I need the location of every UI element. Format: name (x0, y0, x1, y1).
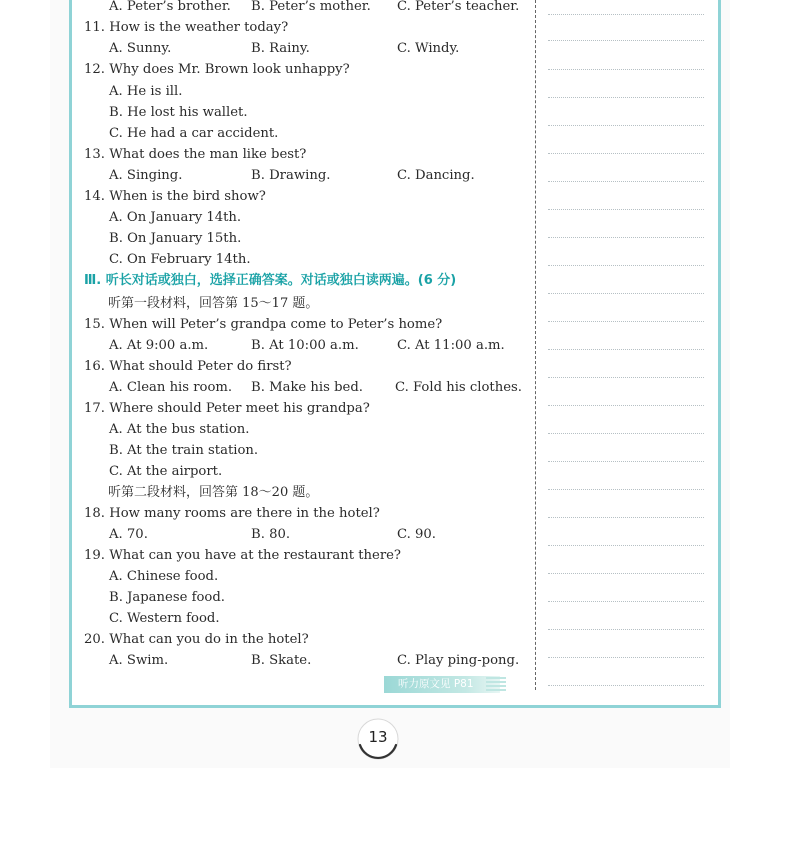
q12-option-b: B. He lost his wallet. (109, 105, 248, 120)
q10-option-b: B. Peter’s mother. (251, 0, 371, 14)
question-19 (84, 548, 401, 564)
question-number: 19. (84, 548, 105, 563)
question-18 (84, 506, 380, 522)
note-line (548, 321, 704, 322)
q13-option-c: C. Dancing. (397, 168, 475, 183)
note-line (548, 377, 704, 378)
note-line (548, 573, 704, 574)
note-line (548, 125, 704, 126)
page-number-badge (355, 717, 401, 763)
q14-option-a: A. On January 14th. (109, 210, 242, 225)
q16-option-b: B. Make his bed. (251, 380, 363, 395)
note-line (548, 40, 704, 41)
listening-script-reference: 听力原文见 P81 (384, 676, 500, 693)
q10-option-c: C. Peter’s teacher. (397, 0, 520, 14)
question-text: What can you do in the hotel? (109, 632, 309, 647)
question-number: 17. (84, 401, 105, 416)
question-14 (84, 189, 266, 205)
question-number: 14. (84, 189, 105, 204)
page-number: 13 (368, 728, 388, 746)
notes-column (548, 0, 708, 700)
question-number: 18. (84, 506, 105, 521)
q17-option-b: B. At the train station. (109, 443, 259, 458)
note-line (548, 265, 704, 266)
note-line (548, 629, 704, 630)
q19-option-a: A. Chinese food. (109, 569, 219, 584)
note-line (548, 349, 704, 350)
q19-option-b: B. Japanese food. (109, 590, 225, 605)
q20-option-b: B. Skate. (251, 653, 312, 668)
q18-option-a: A. 70. (109, 527, 148, 542)
question-text: When will Peter’s grandpa come to Peter’s home? (109, 317, 443, 332)
q18-option-c: C. 90. (397, 527, 436, 542)
question-text: What does the man like best? (109, 147, 307, 162)
note-line (548, 153, 704, 154)
question-number: 20. (84, 632, 105, 647)
note-line (548, 461, 704, 462)
note-line (548, 489, 704, 490)
question-12 (84, 62, 350, 78)
note-line (548, 209, 704, 210)
question-17 (84, 401, 370, 417)
note-line (548, 601, 704, 602)
question-number: 16. (84, 359, 105, 374)
q17-option-a: A. At the bus station. (109, 422, 250, 437)
q10-option-a: A. Peter’s brother. (109, 0, 231, 14)
footer-stripes (486, 677, 506, 692)
q20-option-c: C. Play ping-pong. (397, 653, 520, 668)
q18-option-b: B. 80. (251, 527, 291, 542)
q20-option-a: A. Swim. (109, 653, 169, 668)
q13-option-a: A. Singing. (109, 168, 183, 183)
q15-option-b: B. At 10:00 a.m. (251, 338, 359, 353)
q12-option-c: C. He had a car accident. (109, 126, 279, 141)
question-text: How many rooms are there in the hotel? (109, 506, 380, 521)
question-11 (84, 20, 288, 36)
column-divider (535, 0, 536, 690)
note-line (548, 545, 704, 546)
q19-option-c: C. Western food. (109, 611, 220, 626)
note-line (548, 517, 704, 518)
note-line (548, 14, 704, 15)
q17-option-c: C. At the airport. (109, 464, 223, 479)
q12-option-a: A. He is ill. (109, 84, 183, 99)
q13-option-b: B. Drawing. (251, 168, 331, 183)
question-20 (84, 632, 309, 648)
q16-option-c: C. Fold his clothes. (395, 380, 522, 395)
q15-option-a: A. At 9:00 a.m. (109, 338, 209, 353)
material-1-instruction: 听第一段材料，回答第 15～17 题。 (108, 296, 319, 311)
question-number: 13. (84, 147, 105, 162)
note-line (548, 685, 704, 686)
question-number: 11. (84, 20, 105, 35)
q11-option-a: A. Sunny. (109, 41, 172, 56)
q14-option-c: C. On February 14th. (109, 252, 251, 267)
question-text: What can you have at the restaurant there? (109, 548, 401, 563)
question-text: When is the bird show? (109, 189, 266, 204)
q14-option-b: B. On January 15th. (109, 231, 242, 246)
material-2-instruction: 听第二段材料，回答第 18～20 题。 (108, 485, 319, 500)
question-number: 12. (84, 62, 105, 77)
question-text: Why does Mr. Brown look unhappy? (109, 62, 350, 77)
q16-option-a: A. Clean his room. (109, 380, 233, 395)
note-line (548, 181, 704, 182)
section-3-heading: Ⅲ. 听长对话或独白，选择正确答案。对话或独白读两遍。(6 分) (84, 273, 457, 288)
note-line (548, 69, 704, 70)
q15-option-c: C. At 11:00 a.m. (397, 338, 505, 353)
note-line (548, 405, 704, 406)
note-line (548, 657, 704, 658)
question-13 (84, 147, 306, 163)
question-text: Where should Peter meet his grandpa? (109, 401, 370, 416)
note-line (548, 293, 704, 294)
note-line (548, 97, 704, 98)
note-line (548, 433, 704, 434)
question-text: How is the weather today? (109, 20, 289, 35)
q11-option-c: C. Windy. (397, 41, 460, 56)
question-16 (84, 359, 292, 375)
q11-option-b: B. Rainy. (251, 41, 310, 56)
question-15 (84, 317, 442, 333)
question-number: 15. (84, 317, 105, 332)
question-text: What should Peter do first? (109, 359, 292, 374)
note-line (548, 237, 704, 238)
